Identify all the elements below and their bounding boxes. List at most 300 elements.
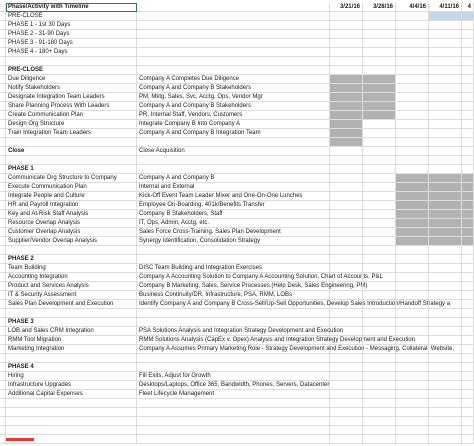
timeline-cell[interactable]	[363, 210, 396, 219]
description-cell[interactable]	[137, 255, 330, 264]
timeline-cell[interactable]	[363, 318, 396, 327]
timeline-cell[interactable]	[330, 381, 363, 390]
description-cell[interactable]	[137, 30, 330, 39]
timeline-bar-cell[interactable]	[330, 93, 363, 102]
timeline-cell[interactable]	[429, 300, 462, 309]
timeline-cell[interactable]	[429, 417, 462, 426]
description-cell[interactable]: Integrate Company B Into Company A	[137, 120, 330, 129]
activity-cell[interactable]: Notify Stakeholders	[6, 84, 137, 93]
timeline-cell[interactable]	[363, 435, 396, 444]
timeline-cell[interactable]	[330, 228, 363, 237]
timeline-cell[interactable]	[429, 273, 462, 282]
timeline-cell[interactable]	[363, 327, 396, 336]
timeline-cell[interactable]	[396, 408, 429, 417]
timeline-cell[interactable]	[429, 84, 462, 93]
description-cell[interactable]: Desktops/Laptops, Office 365, Bandwidth, Phones, Servers, Datacenter	[139, 382, 330, 388]
timeline-cell[interactable]	[396, 282, 429, 291]
activity-cell[interactable]: Create Communication Plan	[6, 111, 137, 120]
activity-cell[interactable]: PHASE 4	[6, 363, 137, 372]
timeline-cell[interactable]	[363, 345, 396, 354]
timeline-bar-cell[interactable]	[462, 237, 474, 246]
timeline-cell[interactable]	[396, 84, 429, 93]
timeline-cell[interactable]	[396, 363, 429, 372]
timeline-cell[interactable]	[363, 219, 396, 228]
timeline-cell[interactable]	[396, 318, 429, 327]
timeline-cell[interactable]	[330, 174, 363, 183]
date-header-cell[interactable]: 4	[462, 3, 474, 12]
description-cell[interactable]: Fill Exits, Adjust for Growth	[137, 372, 330, 381]
timeline-cell[interactable]	[363, 192, 396, 201]
timeline-cell[interactable]	[330, 264, 363, 273]
description-cell[interactable]	[137, 309, 330, 318]
timeline-cell[interactable]	[396, 102, 429, 111]
timeline-cell[interactable]	[429, 21, 462, 30]
timeline-cell[interactable]	[429, 30, 462, 39]
description-cell[interactable]: Employee On-Boarding, 401k/Benefits Transfer	[137, 201, 330, 210]
description-cell[interactable]: DISC Team Building and Integration Exercises	[137, 264, 330, 273]
description-cell[interactable]	[137, 57, 330, 66]
description-cell[interactable]: PSA Solutions Analysis and Integration Strategy Development and Execution	[139, 328, 344, 334]
timeline-cell[interactable]	[429, 390, 462, 399]
description-cell[interactable]: Identify Company A and Company B Cross-Sell/Up-Sell Opportunities, Develop Sales Introduction/Handoff Strategy a	[139, 301, 451, 307]
activity-cell[interactable]	[6, 309, 137, 318]
timeline-cell[interactable]	[462, 417, 474, 426]
timeline-cell[interactable]	[396, 39, 429, 48]
timeline-cell[interactable]	[462, 75, 474, 84]
timeline-bar-cell[interactable]	[462, 12, 474, 21]
timeline-cell[interactable]	[396, 300, 429, 309]
timeline-bar-cell[interactable]	[330, 138, 363, 147]
timeline-cell[interactable]	[396, 381, 429, 390]
description-cell[interactable]	[137, 408, 330, 417]
timeline-bar-cell[interactable]	[396, 210, 429, 219]
timeline-cell[interactable]	[330, 390, 363, 399]
description-cell[interactable]	[137, 165, 330, 174]
activity-cell[interactable]: Accounting Integration	[6, 273, 137, 282]
activity-cell[interactable]: Resource Overlap Analysis	[6, 219, 137, 228]
timeline-bar-cell[interactable]	[363, 102, 396, 111]
timeline-cell[interactable]	[429, 102, 462, 111]
timeline-cell[interactable]	[330, 354, 363, 363]
activity-cell[interactable]: Team Building	[6, 264, 137, 273]
activity-cell[interactable]: IT & Security Assessment	[6, 291, 137, 300]
description-cell[interactable]	[137, 48, 330, 57]
timeline-cell[interactable]	[330, 192, 363, 201]
timeline-bar-cell[interactable]	[462, 192, 474, 201]
timeline-cell[interactable]	[363, 264, 396, 273]
timeline-cell[interactable]	[396, 156, 429, 165]
activity-cell[interactable]: PRE-CLOSE	[6, 66, 137, 75]
timeline-cell[interactable]	[462, 336, 474, 345]
timeline-cell[interactable]	[330, 318, 363, 327]
timeline-cell[interactable]	[462, 327, 474, 336]
timeline-cell[interactable]	[429, 264, 462, 273]
activity-cell[interactable]	[6, 408, 137, 417]
timeline-cell[interactable]	[363, 120, 396, 129]
timeline-cell[interactable]	[330, 201, 363, 210]
timeline-bar-cell[interactable]	[396, 201, 429, 210]
timeline-cell[interactable]	[363, 12, 396, 21]
activity-cell[interactable]	[6, 399, 137, 408]
timeline-cell[interactable]	[330, 246, 363, 255]
timeline-cell[interactable]	[396, 354, 429, 363]
date-header-cell[interactable]: 3/21/16	[330, 3, 363, 12]
description-cell[interactable]: RMM Solutions Analysis (CapEx v. Opex) Analysis and Integration Strategy Development and Execution	[139, 337, 416, 343]
activity-cell[interactable]: Execute Communication Plan	[6, 183, 137, 192]
timeline-cell[interactable]	[396, 57, 429, 66]
description-cell[interactable]	[137, 156, 330, 165]
description-cell[interactable]: PM, Mktg, Sales, Svc, Acctg, Ops, Vendor Mgr	[137, 93, 330, 102]
activity-cell[interactable]	[6, 354, 137, 363]
timeline-cell[interactable]	[330, 426, 363, 435]
activity-cell[interactable]	[6, 417, 137, 426]
timeline-cell[interactable]	[330, 156, 363, 165]
timeline-cell[interactable]	[363, 390, 396, 399]
description-cell[interactable]	[137, 354, 330, 363]
timeline-cell[interactable]	[396, 66, 429, 75]
timeline-cell[interactable]	[462, 165, 474, 174]
timeline-bar-cell[interactable]	[429, 201, 462, 210]
timeline-cell[interactable]	[330, 219, 363, 228]
description-cell[interactable]	[137, 3, 330, 12]
timeline-cell[interactable]	[330, 363, 363, 372]
timeline-cell[interactable]	[363, 237, 396, 246]
timeline-cell[interactable]	[396, 426, 429, 435]
activity-cell[interactable]	[6, 426, 137, 435]
activity-cell[interactable]: Share Planning Process With Leaders	[6, 102, 137, 111]
timeline-cell[interactable]	[396, 93, 429, 102]
timeline-cell[interactable]	[396, 12, 429, 21]
description-cell[interactable]: Internal and External	[137, 183, 330, 192]
timeline-cell[interactable]	[462, 246, 474, 255]
timeline-cell[interactable]	[330, 309, 363, 318]
timeline-bar-cell[interactable]	[462, 201, 474, 210]
timeline-cell[interactable]	[363, 39, 396, 48]
timeline-cell[interactable]	[330, 336, 363, 345]
timeline-cell[interactable]	[363, 183, 396, 192]
timeline-cell[interactable]	[396, 255, 429, 264]
timeline-cell[interactable]	[330, 237, 363, 246]
timeline-cell[interactable]	[429, 255, 462, 264]
timeline-cell[interactable]	[462, 273, 474, 282]
timeline-bar-cell[interactable]	[462, 219, 474, 228]
timeline-cell[interactable]	[330, 66, 363, 75]
timeline-cell[interactable]	[462, 435, 474, 444]
timeline-cell[interactable]	[330, 273, 363, 282]
timeline-cell[interactable]	[396, 246, 429, 255]
activity-cell[interactable]: Design Org Structure	[6, 120, 137, 129]
timeline-cell[interactable]	[429, 57, 462, 66]
timeline-cell[interactable]	[462, 354, 474, 363]
timeline-cell[interactable]	[462, 102, 474, 111]
timeline-cell[interactable]	[330, 21, 363, 30]
description-cell[interactable]	[137, 399, 330, 408]
timeline-cell[interactable]	[396, 111, 429, 120]
activity-cell[interactable]: Due Diligence	[6, 75, 137, 84]
timeline-cell[interactable]	[429, 156, 462, 165]
description-cell[interactable]	[137, 66, 330, 75]
timeline-cell[interactable]	[462, 48, 474, 57]
timeline-cell[interactable]	[396, 399, 429, 408]
activity-cell[interactable]: Close	[6, 147, 137, 156]
timeline-cell[interactable]	[429, 111, 462, 120]
timeline-bar-cell[interactable]	[330, 111, 363, 120]
activity-cell[interactable]: Supplier/Vendor Overlap Analysis	[6, 237, 137, 246]
activity-cell[interactable]: Product and Services Analysis	[6, 282, 137, 291]
timeline-cell[interactable]	[330, 147, 363, 156]
timeline-cell[interactable]	[330, 399, 363, 408]
description-cell[interactable]	[137, 426, 330, 435]
activity-cell[interactable]: PHASE 3 - 91-180 Days	[6, 39, 137, 48]
timeline-bar-cell[interactable]	[363, 75, 396, 84]
timeline-cell[interactable]	[363, 273, 396, 282]
activity-cell[interactable]: PHASE 4 - 180+ Days	[6, 48, 137, 57]
activity-cell[interactable]: PHASE 1 - 1st 30 Days	[6, 21, 137, 30]
timeline-bar-cell[interactable]	[429, 12, 462, 21]
timeline-cell[interactable]	[330, 408, 363, 417]
activity-cell[interactable]: Sales Plan Development and Execution	[6, 300, 137, 309]
timeline-cell[interactable]	[462, 318, 474, 327]
timeline-bar-cell[interactable]	[396, 174, 429, 183]
description-cell[interactable]: Sales Force Cross-Training, Sales Plan Development	[137, 228, 330, 237]
timeline-cell[interactable]	[363, 408, 396, 417]
timeline-cell[interactable]	[330, 282, 363, 291]
timeline-cell[interactable]	[429, 381, 462, 390]
timeline-cell[interactable]	[330, 210, 363, 219]
timeline-cell[interactable]	[462, 291, 474, 300]
activity-cell[interactable]: PHASE 1	[6, 165, 137, 174]
timeline-cell[interactable]	[363, 30, 396, 39]
timeline-cell[interactable]	[462, 147, 474, 156]
activity-cell[interactable]: Customer Overlap Analysis	[6, 228, 137, 237]
timeline-cell[interactable]	[396, 30, 429, 39]
description-cell[interactable]: Company A and Company B Integration Team	[137, 129, 330, 138]
timeline-cell[interactable]	[462, 156, 474, 165]
activity-cell[interactable]: Communicate Org Structure to Company	[6, 174, 137, 183]
timeline-cell[interactable]	[462, 399, 474, 408]
timeline-cell[interactable]	[396, 75, 429, 84]
activity-cell[interactable]: Marketing Integration	[6, 345, 137, 354]
timeline-cell[interactable]	[462, 381, 474, 390]
timeline-cell[interactable]	[396, 291, 429, 300]
timeline-cell[interactable]	[396, 417, 429, 426]
timeline-bar-cell[interactable]	[396, 183, 429, 192]
timeline-cell[interactable]	[462, 21, 474, 30]
description-cell[interactable]	[137, 138, 330, 147]
timeline-cell[interactable]	[363, 291, 396, 300]
timeline-cell[interactable]	[429, 165, 462, 174]
timeline-cell[interactable]	[330, 39, 363, 48]
activity-cell[interactable]: Integrate People and Culture	[6, 192, 137, 201]
timeline-bar-cell[interactable]	[429, 210, 462, 219]
timeline-bar-cell[interactable]	[429, 219, 462, 228]
timeline-cell[interactable]	[462, 372, 474, 381]
timeline-bar-cell[interactable]	[330, 120, 363, 129]
activity-cell[interactable]: PHASE 3	[6, 318, 137, 327]
timeline-cell[interactable]	[429, 426, 462, 435]
description-cell[interactable]: PR, Internal Staff, Vendors, Customers	[137, 111, 330, 120]
timeline-cell[interactable]	[462, 363, 474, 372]
timeline-cell[interactable]	[330, 57, 363, 66]
description-cell[interactable]: Company B Stakeholders, Staff	[137, 210, 330, 219]
timeline-cell[interactable]	[363, 147, 396, 156]
timeline-cell[interactable]	[363, 21, 396, 30]
activity-cell[interactable]	[6, 156, 137, 165]
description-cell[interactable]: Company A and Company B	[137, 174, 330, 183]
timeline-bar-cell[interactable]	[462, 183, 474, 192]
description-cell[interactable]: IT, Ops, Admin, Acctg, etc.	[137, 219, 330, 228]
timeline-cell[interactable]	[396, 165, 429, 174]
timeline-cell[interactable]	[429, 93, 462, 102]
timeline-cell[interactable]	[462, 30, 474, 39]
activity-cell[interactable]	[6, 246, 137, 255]
timeline-bar-cell[interactable]	[429, 183, 462, 192]
activity-cell[interactable]: HR and Payroll Integration	[6, 201, 137, 210]
activity-cell[interactable]: LOB and Sales CRM Integration	[6, 327, 137, 336]
timeline-cell[interactable]	[363, 255, 396, 264]
timeline-bar-cell[interactable]	[330, 102, 363, 111]
timeline-cell[interactable]	[363, 57, 396, 66]
timeline-cell[interactable]	[462, 282, 474, 291]
timeline-cell[interactable]	[363, 426, 396, 435]
timeline-cell[interactable]	[396, 390, 429, 399]
timeline-cell[interactable]	[363, 309, 396, 318]
timeline-cell[interactable]	[429, 48, 462, 57]
timeline-bar-cell[interactable]	[330, 84, 363, 93]
description-cell[interactable]: Company A and Company B Stakeholders	[137, 102, 330, 111]
timeline-cell[interactable]	[396, 138, 429, 147]
timeline-cell[interactable]	[396, 435, 429, 444]
timeline-bar-cell[interactable]	[429, 192, 462, 201]
timeline-cell[interactable]	[396, 264, 429, 273]
timeline-cell[interactable]	[396, 120, 429, 129]
timeline-bar-cell[interactable]	[462, 228, 474, 237]
description-cell[interactable]: Fleet Lifecycle Management	[137, 390, 330, 399]
activity-cell[interactable]: Train Integration Team Leaders	[6, 129, 137, 138]
activity-cell[interactable]: Key and At-Risk Staff Analysis	[6, 210, 137, 219]
description-cell[interactable]	[137, 318, 330, 327]
timeline-cell[interactable]	[363, 201, 396, 210]
timeline-bar-cell[interactable]	[462, 174, 474, 183]
timeline-cell[interactable]	[396, 147, 429, 156]
timeline-bar-cell[interactable]	[429, 228, 462, 237]
description-cell[interactable]: Business Continuity/DR, Infrastructure, PSA, RMM, LOBs	[137, 291, 330, 300]
timeline-bar-cell[interactable]	[396, 237, 429, 246]
description-cell[interactable]	[137, 21, 330, 30]
timeline-cell[interactable]	[330, 165, 363, 174]
timeline-cell[interactable]	[429, 309, 462, 318]
activity-cell[interactable]: Designate Integration Team Leaders	[6, 93, 137, 102]
timeline-cell[interactable]	[429, 291, 462, 300]
timeline-cell[interactable]	[429, 120, 462, 129]
description-cell[interactable]	[137, 363, 330, 372]
timeline-cell[interactable]	[363, 336, 396, 345]
description-cell[interactable]	[137, 12, 330, 21]
timeline-cell[interactable]	[429, 246, 462, 255]
activity-cell[interactable]: RMM Tool Migration	[6, 336, 137, 345]
timeline-cell[interactable]	[429, 129, 462, 138]
timeline-cell[interactable]	[429, 39, 462, 48]
timeline-bar-cell[interactable]	[396, 228, 429, 237]
timeline-cell[interactable]	[330, 417, 363, 426]
timeline-cell[interactable]	[462, 138, 474, 147]
timeline-cell[interactable]	[330, 48, 363, 57]
timeline-cell[interactable]	[363, 138, 396, 147]
description-cell[interactable]: Close Acquisition	[137, 147, 330, 156]
timeline-cell[interactable]	[330, 327, 363, 336]
timeline-cell[interactable]	[330, 183, 363, 192]
timeline-cell[interactable]	[429, 354, 462, 363]
timeline-cell[interactable]	[396, 372, 429, 381]
timeline-cell[interactable]	[363, 165, 396, 174]
activity-cell[interactable]: Additional Capital Expenses	[6, 390, 137, 399]
activity-cell[interactable]: PHASE 2 - 31-90 Days	[6, 30, 137, 39]
description-cell[interactable]: Kick-Off Event Team Leader Mixer and One-On-One Lunches	[137, 192, 330, 201]
timeline-cell[interactable]	[396, 21, 429, 30]
timeline-cell[interactable]	[363, 156, 396, 165]
timeline-cell[interactable]	[330, 291, 363, 300]
timeline-cell[interactable]	[429, 147, 462, 156]
timeline-cell[interactable]	[363, 363, 396, 372]
description-cell[interactable]: Company B Marketing, Sales, Service Processes (Help Desk, Sales Engineering, PM)	[139, 283, 368, 289]
date-header-cell[interactable]: 4/4/16	[396, 3, 429, 12]
timeline-cell[interactable]	[429, 372, 462, 381]
timeline-cell[interactable]	[462, 408, 474, 417]
timeline-cell[interactable]	[363, 354, 396, 363]
timeline-bar-cell[interactable]	[429, 237, 462, 246]
timeline-cell[interactable]	[363, 129, 396, 138]
timeline-cell[interactable]	[330, 345, 363, 354]
timeline-cell[interactable]	[462, 264, 474, 273]
timeline-cell[interactable]	[363, 399, 396, 408]
description-cell[interactable]: Company A Completes Due Diligence	[137, 75, 330, 84]
timeline-bar-cell[interactable]	[363, 93, 396, 102]
timeline-cell[interactable]	[363, 381, 396, 390]
timeline-cell[interactable]	[462, 390, 474, 399]
timeline-cell[interactable]	[462, 309, 474, 318]
timeline-cell[interactable]	[396, 345, 429, 354]
timeline-bar-cell[interactable]	[330, 129, 363, 138]
timeline-bar-cell[interactable]	[462, 210, 474, 219]
timeline-cell[interactable]	[330, 30, 363, 39]
activity-header-cell[interactable]: Phase/Activity with Timeline	[6, 3, 137, 12]
timeline-cell[interactable]	[462, 255, 474, 264]
timeline-cell[interactable]	[429, 75, 462, 84]
date-header-cell[interactable]: 3/28/16	[363, 3, 396, 12]
timeline-cell[interactable]	[429, 363, 462, 372]
description-cell[interactable]: Company A Assumes Primary Marketing Role - Strategy Development and Execution - Messaging, Collateral, Website,	[139, 346, 455, 352]
description-cell[interactable]: Company A Accounting Solution to Company A Accounting Solution, Chart of Accounts, P&L	[139, 274, 383, 280]
timeline-cell[interactable]	[330, 12, 363, 21]
timeline-cell[interactable]	[396, 273, 429, 282]
timeline-cell[interactable]	[363, 246, 396, 255]
timeline-cell[interactable]	[429, 66, 462, 75]
timeline-cell[interactable]	[462, 66, 474, 75]
timeline-cell[interactable]	[462, 129, 474, 138]
timeline-cell[interactable]	[429, 138, 462, 147]
timeline-cell[interactable]	[363, 174, 396, 183]
timeline-cell[interactable]	[363, 66, 396, 75]
timeline-cell[interactable]	[330, 300, 363, 309]
timeline-bar-cell[interactable]	[429, 174, 462, 183]
timeline-cell[interactable]	[462, 111, 474, 120]
timeline-cell[interactable]	[462, 57, 474, 66]
description-cell[interactable]	[137, 435, 330, 444]
activity-cell[interactable]: Hiring	[6, 372, 137, 381]
timeline-bar-cell[interactable]	[330, 75, 363, 84]
timeline-cell[interactable]	[330, 372, 363, 381]
timeline-cell[interactable]	[396, 48, 429, 57]
